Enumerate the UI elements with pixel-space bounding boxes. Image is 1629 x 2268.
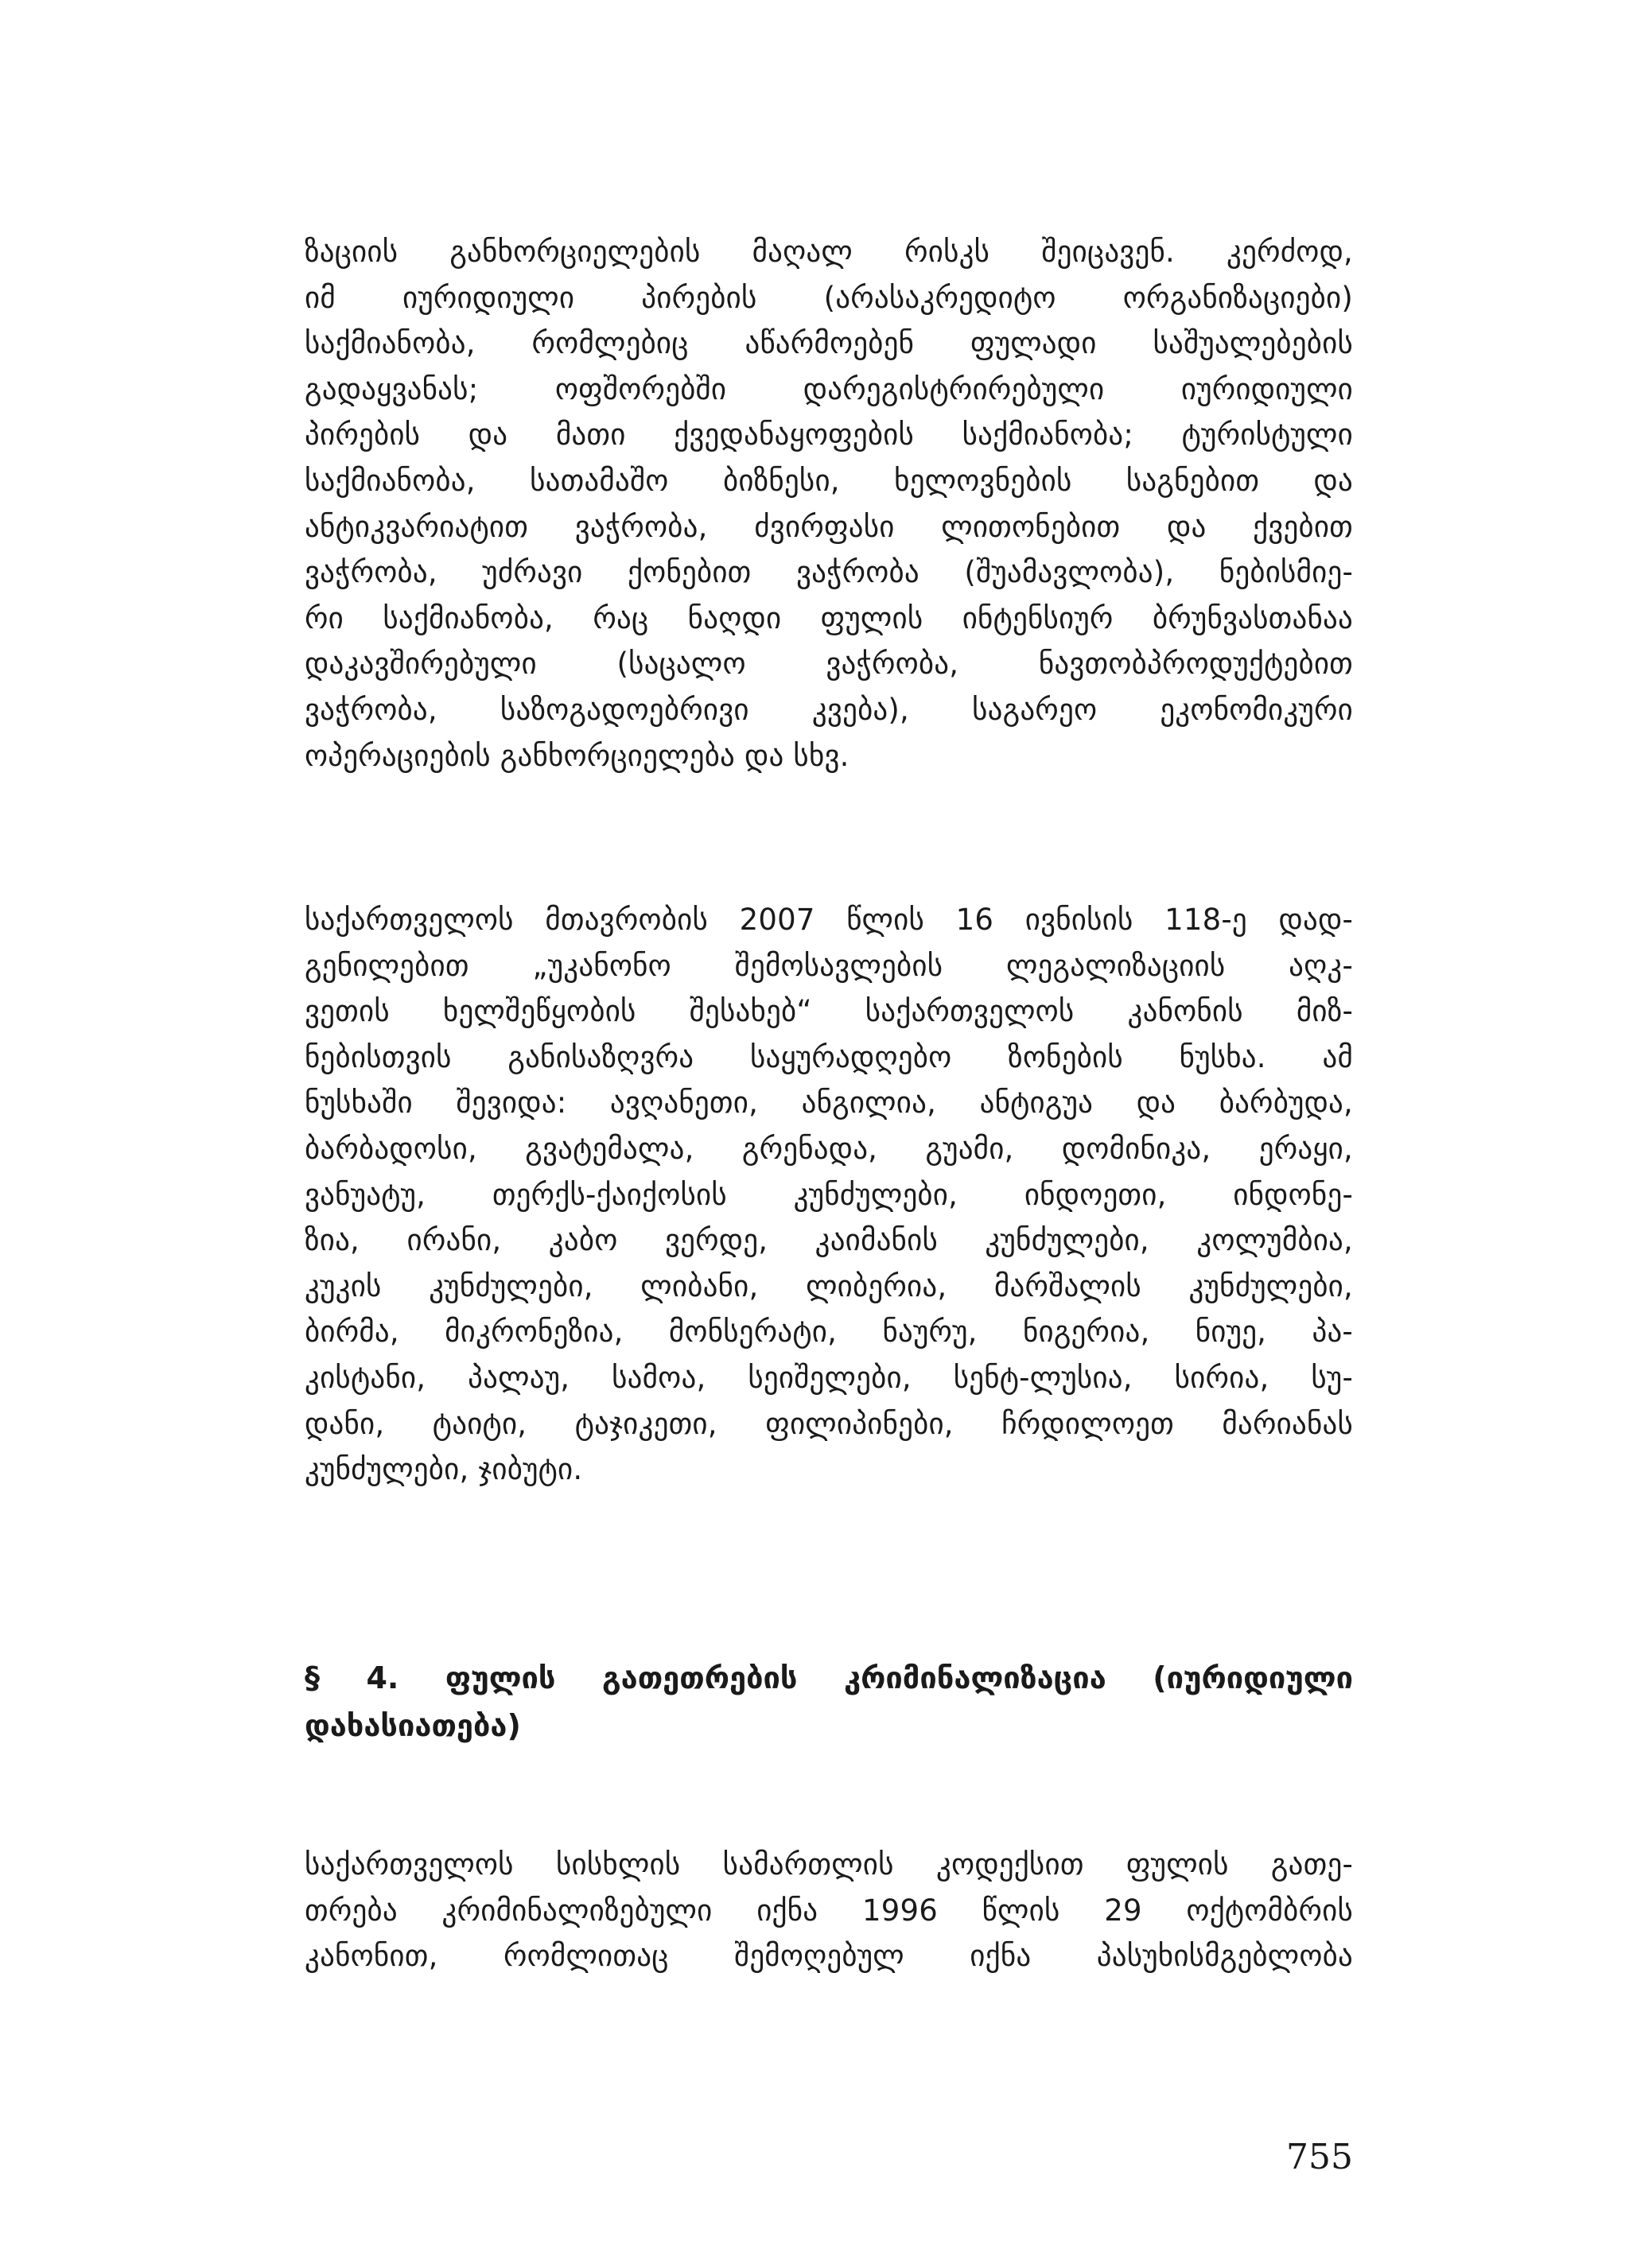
text-line: ვანუატუ, თერქს-ქაიქოსის კუნძულები, ინდოეთი, ინდონე-: [305, 1177, 1353, 1212]
text-line: ვაჭრობა, უძრავი ქონებით ვაჭრობა (შუამავლობა), ნებისმიე-: [305, 555, 1353, 590]
text-line: კუნძულები, ჯიბუტი.: [305, 1452, 583, 1487]
text-line: კისტანი, პალაუ, სამოა, სეიშელები, სენტ-ლუსია, სირია, სუ-: [305, 1360, 1353, 1395]
heading-line: § 4. ფულის გათეთრების კრიმინალიზაცია (იურიდიული: [305, 1660, 1353, 1695]
text-line: გადაყვანას; ოფშორებში დარეგისტრირებული იურიდიული: [305, 371, 1353, 406]
paragraph-risk-zones-list: [305, 897, 1353, 1493]
text-line: კანონით, რომლითაც შემოღებულ იქნა პასუხისმგებლობა: [305, 1939, 1353, 1974]
text-line: ზია, ირანი, კაბო ვერდე, კაიმანის კუნძულები, კოლუმბია,: [305, 1223, 1353, 1258]
text-line: გენილებით „უკანონო შემოსავლების ლეგალიზაციის აღკ-: [305, 948, 1353, 983]
text-line: რი საქმიანობა, რაც ნაღდი ფულის ინტენსიურ ბრუნვასთანაა: [305, 600, 1353, 635]
text-line: იმ იურიდიული პირების (არასაკრედიტო ორგანიზაციები): [305, 280, 1353, 315]
heading-line: დახასიათება): [305, 1708, 521, 1743]
text-line: პირების და მათი ქვედანაყოფების საქმიანობა; ტურისტული: [305, 417, 1353, 452]
text-line: ნებისთვის განისაზღვრა საყურადღებო ზონების ნუსხა. ამ: [305, 1039, 1353, 1074]
paragraph-criminalization: [305, 1842, 1353, 1979]
text-line: საქართველოს მთავრობის 2007 წლის 16 ივნისის 118-ე დად-: [305, 903, 1353, 937]
text-line: ბარბადოსი, გვატემალა, გრენადა, გუამი, დომინიკა, ერაყი,: [305, 1131, 1353, 1166]
page-number: 755: [1286, 2137, 1353, 2177]
text-line: ანტიკვარიატით ვაჭრობა, ძვირფასი ლითონებით და ქვებით: [305, 509, 1353, 544]
text-line: ზაციის განხორციელების მაღალ რისკს შეიცავენ. კერძოდ,: [305, 235, 1353, 269]
text-line: დანი, ტაიტი, ტაჯიკეთი, ფილიპინები, ჩრდილოეთ მარიანას: [305, 1406, 1353, 1441]
text-line: ნუსხაში შევიდა: ავღანეთი, ანგილია, ანტიგუა და ბარბუდა,: [305, 1085, 1353, 1120]
text-line: საქართველოს სისხლის სამართლის კოდექსით ფულის გათე-: [305, 1847, 1353, 1882]
text-line: კუკის კუნძულები, ლიბანი, ლიბერია, მარშალის კუნძულები,: [305, 1268, 1353, 1303]
text-line: ოპერაციების განხორციელება და სხვ.: [305, 738, 849, 773]
text-line: ვაჭრობა, საზოგადოებრივი კვება), საგარეო ეკონომიკური: [305, 692, 1353, 727]
text-line: თრება კრიმინალიზებული იქნა 1996 წლის 29 ოქტომბრის: [305, 1893, 1353, 1928]
text-line: დაკავშირებული (საცალო ვაჭრობა, ნავთობპროდუქტებით: [305, 647, 1353, 682]
text-line: საქმიანობა, რომლებიც აწარმოებენ ფულადი საშუალებების: [305, 326, 1353, 361]
text-line: ბირმა, მიკრონეზია, მონსერატი, ნაურუ, ნიგერია, ნიუე, პა-: [305, 1315, 1353, 1350]
paragraph-high-risk-activities: [305, 229, 1353, 779]
section-heading: [305, 1654, 1353, 1750]
text-line: საქმიანობა, სათამაშო ბიზნესი, ხელოვნების საგნებით და: [305, 463, 1353, 498]
text-line: ვეთის ხელშეწყობის შესახებ“ საქართველოს კანონის მიზ-: [305, 994, 1353, 1029]
